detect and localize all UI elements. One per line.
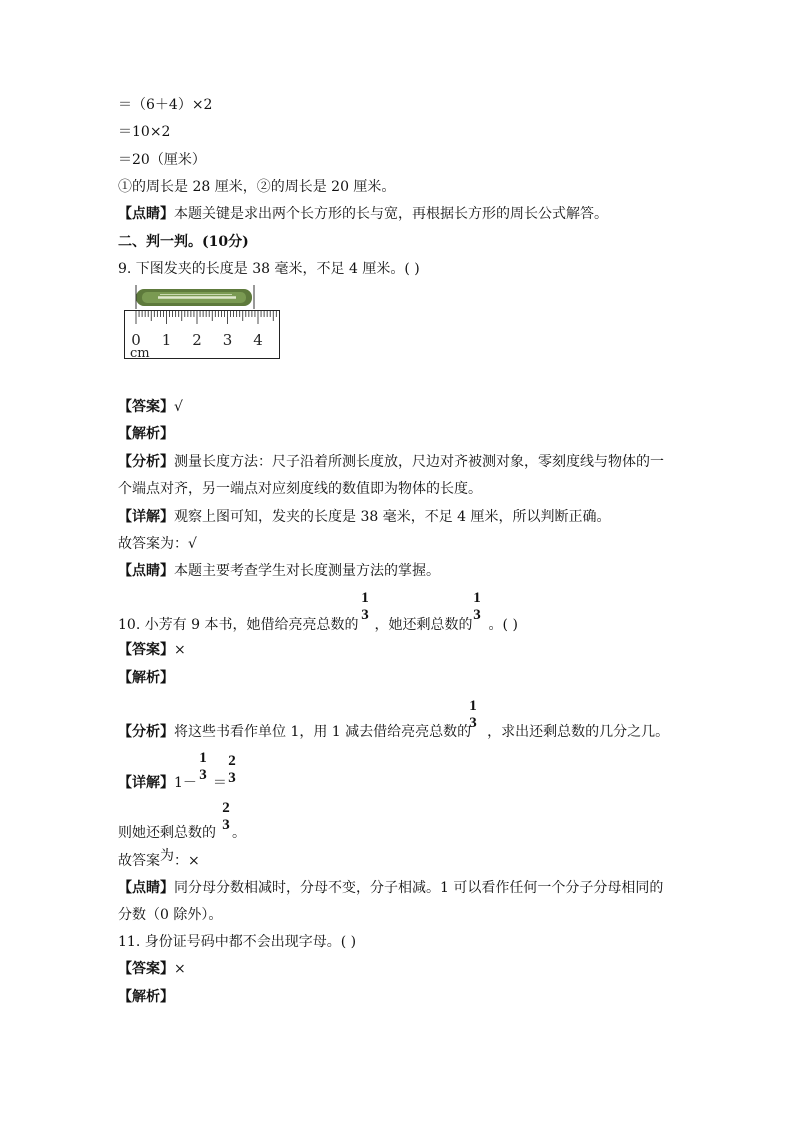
xiangjie-tag: 【详解】	[118, 509, 174, 525]
q10-answer	[118, 640, 186, 660]
ruler-unit: cm	[130, 346, 150, 359]
fenxi-text-a: 将这些书看作单位 1，用 1 减去借给亮亮总数的	[174, 724, 472, 740]
q9-analysis-tag: 【解析】	[118, 426, 174, 442]
ruler-tick-label: 4	[253, 331, 263, 349]
q9-conclusion: 故答案为：√	[118, 536, 197, 552]
q10-question-a: 10. 小芳有 9 本书，她借给亮亮总数的	[118, 617, 359, 633]
solution-step-3: ＝20（厘米）	[118, 152, 206, 168]
ruler-image	[124, 285, 280, 359]
fraction-one-third: 1 3	[361, 590, 369, 623]
conclusion-a: 故答案	[118, 853, 160, 869]
conclusion-c: ：×	[174, 853, 200, 869]
q9-fenxi-2: 个端点对齐，另一端点对应刻度线的数值即为物体的长度。	[118, 481, 482, 497]
q10-analysis-tag: 【解析】	[118, 670, 174, 686]
xiangjie-tag: 【详解】	[118, 775, 174, 791]
q11-question: 11. 身份证号码中都不会出现字母。( )	[118, 934, 357, 950]
q11-analysis-tag: 【解析】	[118, 989, 174, 1005]
remain-a: 则她还剩总数的	[118, 825, 216, 841]
fraction-one-third: 1 3	[199, 750, 207, 783]
dianjing-text: 本题关键是求出两个长方形的长与宽，再根据长方形的周长公式解答。	[174, 206, 608, 222]
q9-xiangjie	[118, 507, 611, 527]
q10-conclusion	[118, 848, 200, 871]
conclusion-b: 为	[160, 848, 174, 864]
fenxi-text: 测量长度方法：尺子沿着所测长度放，尺边对齐被测对象，零刻度线与物体的一	[174, 454, 664, 470]
q10-question-c: 。( )	[488, 617, 518, 633]
dianjing-text: 本题主要考查学生对长度测量方法的掌握。	[174, 563, 440, 579]
section-title: 二、判一判。(10分)	[118, 234, 249, 250]
q11-answer	[118, 959, 186, 979]
ruler-tick-label: 0	[131, 331, 141, 349]
fraction-one-third: 1 3	[473, 590, 481, 623]
q9-fenxi-1	[118, 452, 664, 472]
dianjing-text: 同分母分数相减时，分母不变，分子相减。1 可以看作任何一个分子分母相同的	[174, 880, 664, 896]
answer-tag: 【答案】	[118, 961, 174, 977]
dianjing-tag: 【点睛】	[118, 206, 174, 222]
ruler-tick-label: 2	[192, 331, 202, 349]
ruler-tick-label: 1	[161, 331, 172, 349]
fenxi-text-b: ，求出还剩总数的几分之几。	[487, 724, 670, 740]
q10-question	[118, 615, 518, 635]
answer-value: ×	[174, 642, 186, 658]
fenxi-tag: 【分析】	[118, 724, 174, 740]
prev-dianjing	[118, 204, 608, 224]
fraction-one-third: 1 3	[469, 698, 477, 731]
q10-dianjing-2: 分数（0 除外）。	[118, 907, 223, 923]
answer-tag: 【答案】	[118, 642, 174, 658]
q9-question: 9. 下图发夹的长度是 38 毫米，不足 4 厘米。( )	[118, 261, 420, 277]
answer-tag: 【答案】	[118, 399, 174, 415]
q10-question-b: ，她还剩总数的	[374, 617, 473, 633]
xiangjie-text: 观察上图可知，发夹的长度是 38 毫米，不足 4 厘米，所以判断正确。	[174, 509, 611, 525]
q9-dianjing	[118, 561, 440, 581]
fraction-two-thirds: 2 3	[222, 800, 230, 833]
q10-xiangjie	[118, 773, 227, 793]
ruler-tick-label: 3	[222, 331, 233, 349]
solution-conclusion: ①的周长是 28 厘米，②的周长是 20 厘米。	[118, 179, 396, 195]
remain-b: 。	[232, 825, 246, 841]
fraction-two-thirds: 2 3	[228, 753, 236, 786]
q10-fenxi	[118, 722, 669, 742]
solution-step-2: ＝10×2	[118, 124, 171, 140]
dianjing-tag: 【点睛】	[118, 880, 174, 896]
answer-value: √	[174, 399, 183, 415]
q9-answer	[118, 397, 183, 417]
xiangjie-a: 1－	[174, 775, 197, 791]
q10-dianjing-1	[118, 878, 663, 898]
dianjing-tag: 【点睛】	[118, 563, 174, 579]
answer-value: ×	[174, 961, 186, 977]
solution-step-1: ＝（6＋4）×2	[118, 97, 213, 113]
fenxi-tag: 【分析】	[118, 454, 174, 470]
xiangjie-eq: ＝	[212, 775, 227, 791]
